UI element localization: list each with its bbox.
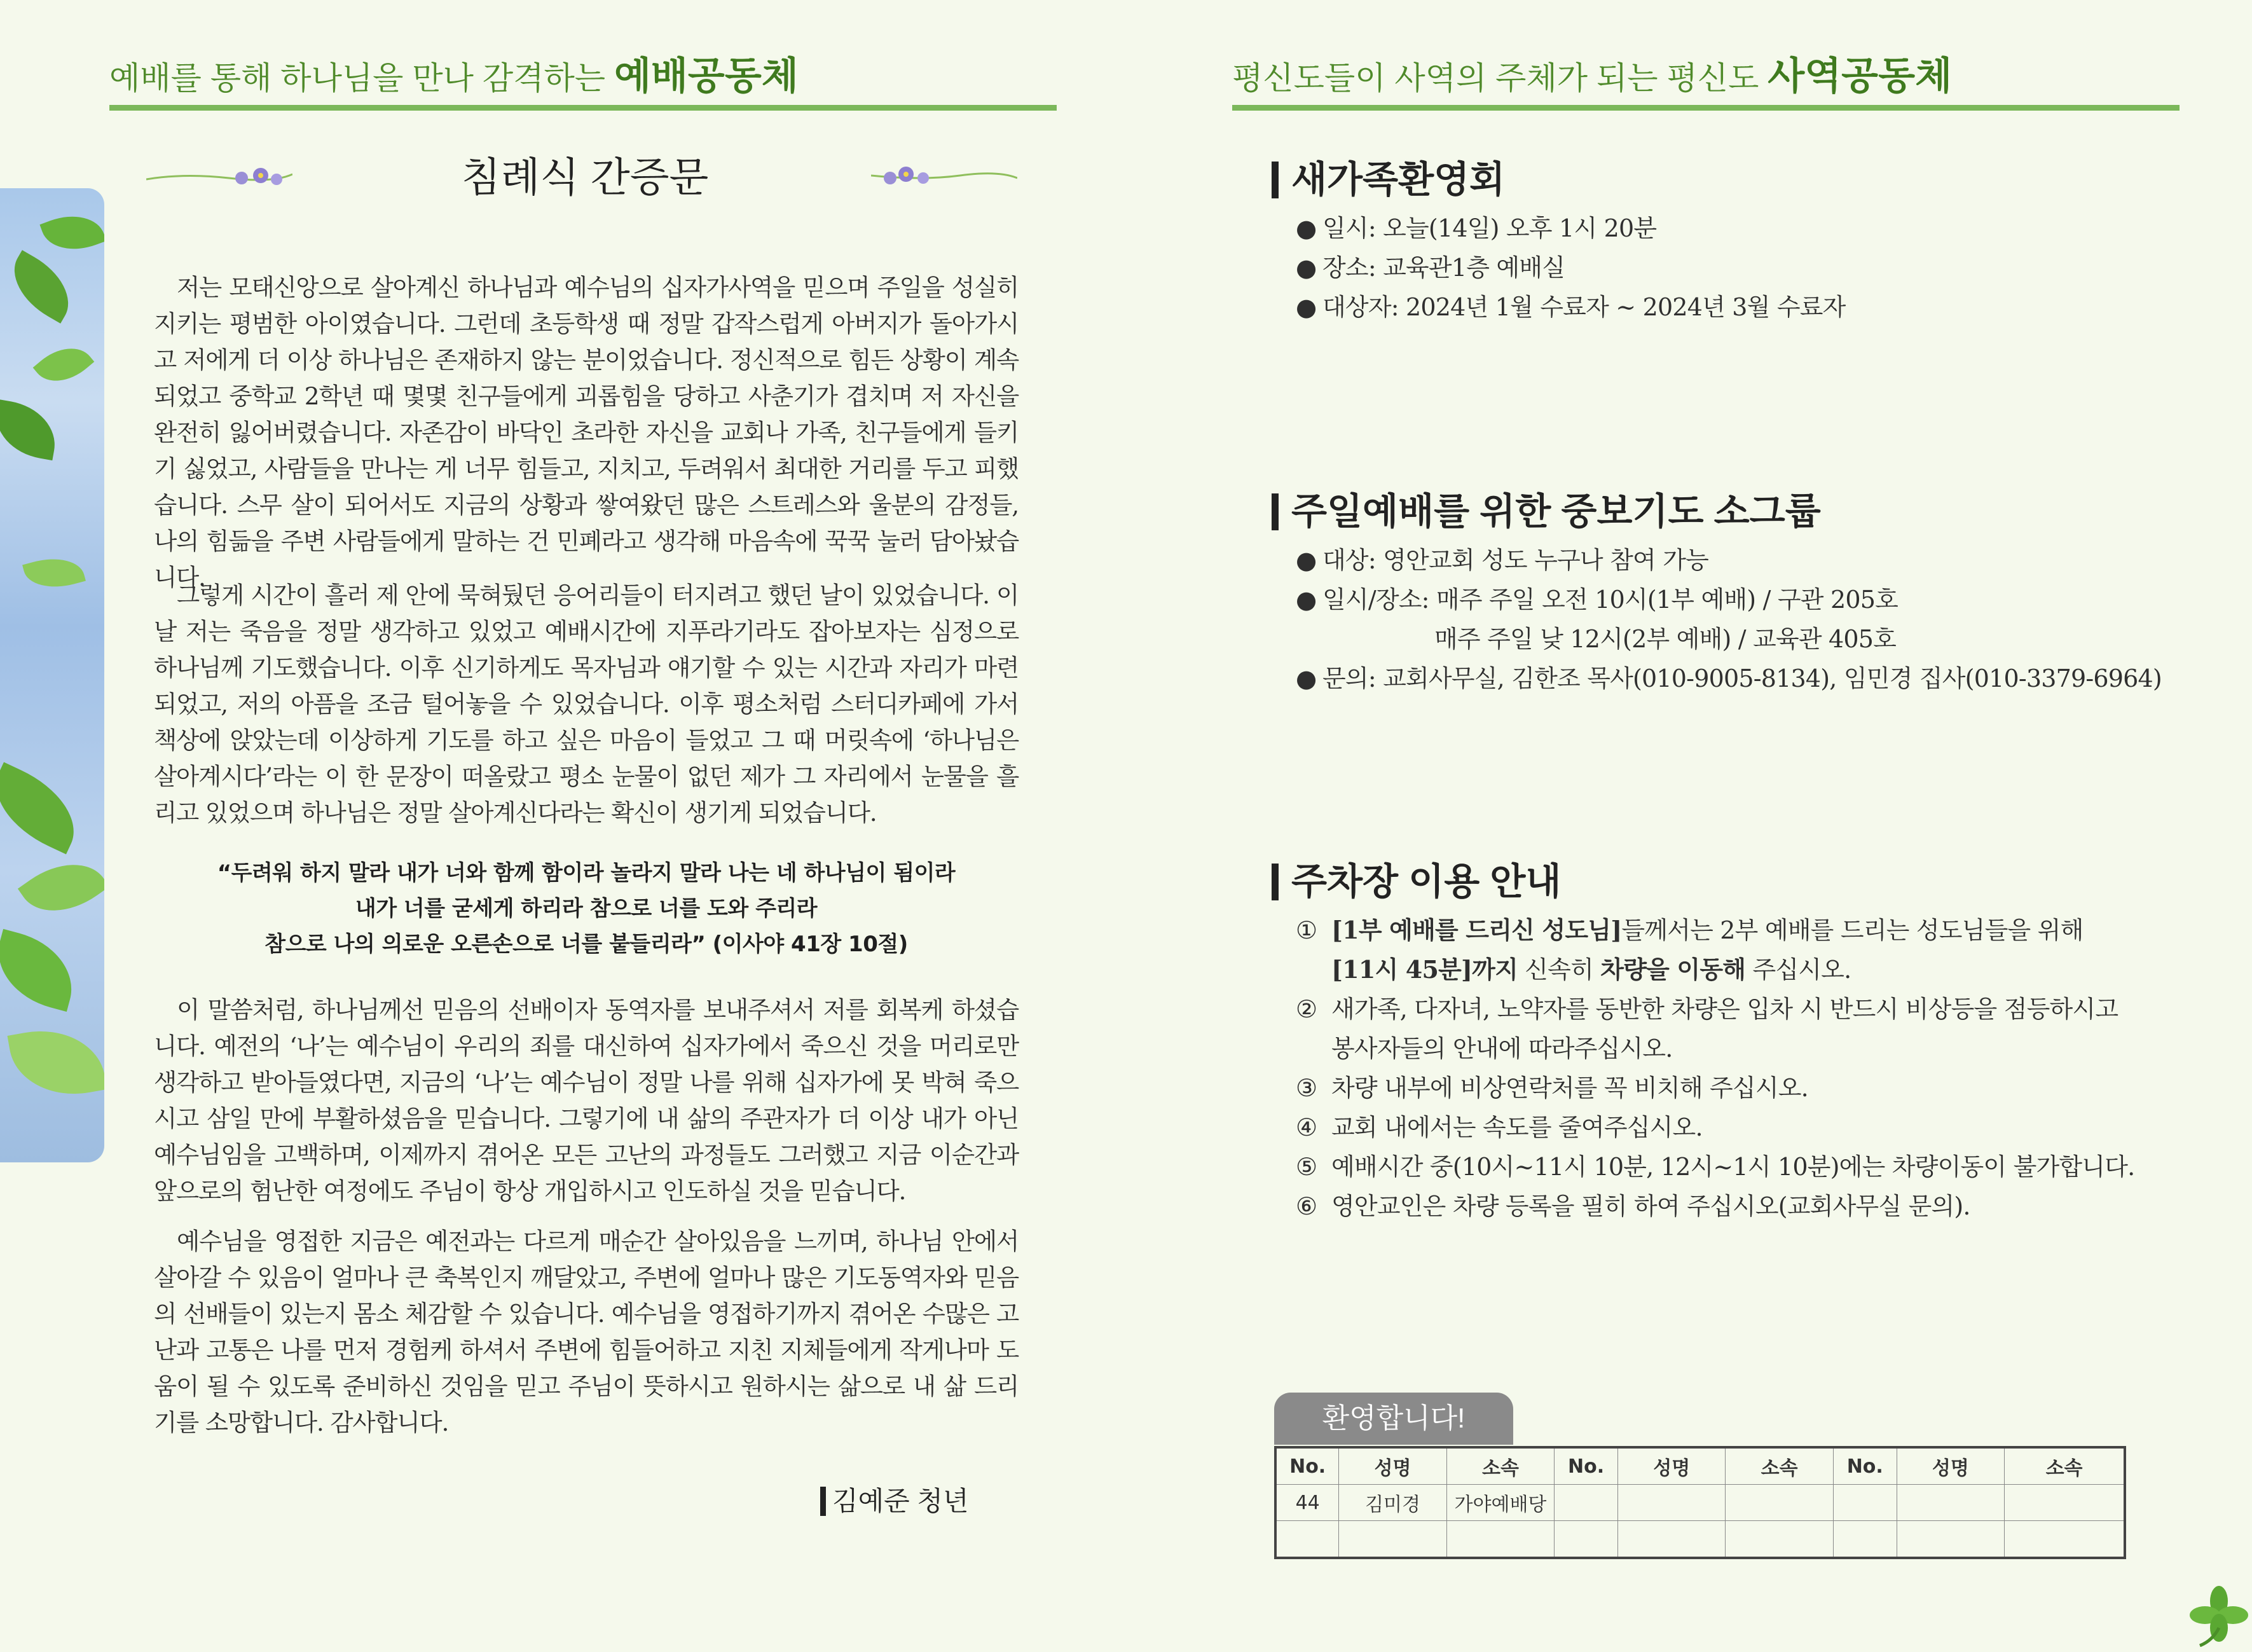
testimony-author: 김예준 청년 [820,1487,969,1516]
col-header: 소속 [1446,1447,1554,1485]
section-title-parking: 주차장 이용 안내 [1272,864,1561,900]
table-row [1275,1485,2125,1521]
col-header: 성명 [1339,1447,1446,1485]
table-cell [1555,1485,1618,1521]
list-item: ② 새가족, 다자녀, 노약자를 동반한 차량은 입차 시 반드시 비상등을 점등하시고 [1296,995,2118,1023]
list-item: ① [1부 예배를 드리신 성도님]들께서는 2부 예배를 드리는 성도님들을 위해 [1296,916,2084,944]
table-cell [1555,1521,1618,1559]
header-left-rule [109,105,1057,111]
table-row [1275,1521,2125,1559]
list-item: ● 일시: 오늘(14일) 오후 1시 20분 [1296,214,1657,242]
list-item: ⑥ 영안교인은 차량 등록을 필히 하여 주십시오(교회사무실 문의). [1296,1192,1970,1220]
flower-ornament-right-icon [871,159,1017,197]
list-item: ● 대상: 영안교회 성도 누구나 참여 가능 [1296,546,1709,574]
table-cell [2005,1485,2125,1521]
table-cell [2005,1521,2125,1559]
verse-line-3: 참으로 나의 의로운 오른손으로 너를 붙들리라” (이사야 41장 10절) [264,932,908,957]
table-cell [1897,1485,2004,1521]
testimony-paragraph-1: 저는 모태신앙으로 살아계신 하나님과 예수님의 십자가사역을 믿으며 주일을 성실히 지키는 평범한 아이였습니다. 그런데 초등학생 때 정말 갑작스럽게 아버지가 돌아가시고 저에게 더 이상 하나님은 존재하지 않는 분이었습니다. 정신적으로 힘든 상황이 계속 되었고 중학교 2학년 때 몇몇 친구들에게 괴롭힘을 당하고 사춘기가 겹치며 저 자신을 완전히 잃어버렸습니다. 자존감이 바닥인 초라한 자신을 교회나 가족, 친구들에게 들키기 싫었고, 사람들을 만나는 게 너무 힘들고, 지치고, 두려워서 최대한 거리를 두고 피했습니다. 스무 살이 되어서도 지금의 상황과 쌓여왔던 많은 스트레스와 울분의 감정들, 나의 힘듦을 주변 사람들에게 말하는 건 민폐라고 생각해 마음속에 꾹꾹 눌러 담아놨습니다. [154,273,1019,591]
col-header: 성명 [1618,1447,1726,1485]
welcome-tab: 환영합니다! [1274,1393,1513,1445]
col-header: No. [1555,1447,1618,1485]
table-cell [1833,1485,1897,1521]
prayer-group-list [1296,540,2199,698]
header-left-emph: 예배공동체 [614,55,799,97]
table-cell [1618,1485,1726,1521]
welcome-table [1274,1446,2126,1559]
verse-line-1: “두려워 하지 말라 내가 너와 함께 함이라 놀라지 말라 나는 네 하나님이 됨이라 [217,860,956,886]
list-item-continuation: 봉사자들의 안내에 따라주십시오. [1331,1035,1673,1063]
col-header: 소속 [2005,1447,2125,1485]
list-item: ⑤ 예배시간 중(10시~11시 10분, 12시~1시 10분)에는 차량이동이 불가합니다. [1296,1153,2135,1181]
header-right-emph: 사역공동체 [1768,55,1953,97]
parking-guide-list [1296,911,2199,1226]
table-cell [1726,1485,1833,1521]
table-cell: 김미경 [1339,1485,1446,1521]
header-right [1232,56,2180,111]
flower-ornament-left-icon [146,159,292,197]
header-left-prefix: 예배를 통해 하나님을 만나 감격하는 [109,60,614,96]
testimony-title: 침례식 간증문 [461,155,709,200]
testimony-paragraph-4: 예수님을 영접한 지금은 예전과는 다르게 매순간 살아있음을 느끼며, 하나님 안에서 살아갈 수 있음이 얼마나 큰 축복인지 깨달았고, 주변에 얼마나 많은 기도동역자와 믿음의 선배들이 있는지 몸소 체감할 수 있습니다. 예수님을 영접하기까지 겪어온 수많은 고난과 고통은 나를 먼저 경험케 하셔서 주변에 힘들어하고 지친 지체들에게 작게나마 도움이 될 수 있도록 준비하신 것임을 믿고 주님이 뜻하시고 원하시는 삶으로 내 삶 드리기를 소망합니다. 감사합니다. [154,1227,1019,1436]
col-header: 소속 [1726,1447,1833,1485]
col-header: No. [1833,1447,1897,1485]
col-header: No. [1275,1447,1339,1485]
table-header-row [1275,1447,2125,1485]
list-item: ③ 차량 내부에 비상연락처를 꼭 비치해 주십시오. [1296,1074,1808,1102]
table-cell: 가야예배당 [1446,1485,1554,1521]
table-cell [1339,1521,1446,1559]
table-cell [1897,1521,2004,1559]
header-right-prefix: 평신도들이 사역의 주체가 되는 평신도 [1232,60,1768,96]
header-right-rule [1232,105,2180,111]
clover-leaf-icon [2187,1583,2251,1647]
list-item: ● 대상자: 2024년 1월 수료자 ~ 2024년 3월 수료자 [1296,293,1846,321]
list-item-continuation: 매주 주일 낮 12시(2부 예배) / 교육관 405호 [1434,625,1897,653]
decorative-leaf-panel [0,188,104,1162]
section-title-new-family: 새가족환영회 [1272,162,1505,198]
list-item: ④ 교회 내에서는 속도를 줄여주십시오. [1296,1113,1703,1141]
list-item-continuation: [11시 45분]까지 신속히 차량을 이동해 주십시오. [1331,955,1851,984]
testimony-paragraph-2: 그렇게 시간이 흘러 제 안에 묵혀뒀던 응어리들이 터지려고 했던 날이 있었습니다. 이날 저는 죽음을 정말 생각하고 있었고 예배시간에 지푸라기라도 잡아보자는 심정으로 하나님께 기도했습니다. 이후 신기하게도 목자님과 얘기할 수 있는 시간과 자리가 마련되었고, 저의 아픔을 조금 털어놓을 수 있었습니다. 이후 평소처럼 스터디카페에 가서 책상에 앉았는데 이상하게 기도를 하고 싶은 마음이 들었고 그 때 머릿속에 ‘하나님은 살아계시다’라는 이 한 문장이 떠올랐고 평소 눈물이 없던 제가 그 자리에서 눈물을 흘리고 있었으며 하나님은 정말 살아계신다라는 확신이 생기게 되었습니다. [154,581,1019,827]
bible-verse [154,855,1019,962]
testimony-paragraph-3: 이 말씀처럼, 하나님께선 믿음의 선배이자 동역자를 보내주셔서 저를 회복케 하셨습니다. 예전의 ‘나’는 예수님이 우리의 죄를 대신하여 십자가에서 죽으신 것을 머리로만 생각하고 받아들였다면, 지금의 ‘나’는 예수님이 정말 나를 위해 십자가에 못 박혀 죽으시고 삼일 만에 부활하셨음을 믿습니다. 그렇기에 내 삶의 주관자가 더 이상 내가 아닌 예수님임을 고백하며, 이제까지 겪어온 모든 고난의 과정들도 그러했고 지금 이순간과 앞으로의 험난한 여정에도 주님이 항상 개입하시고 인도하실 것을 믿습니다. [154,996,1019,1205]
verse-line-2: 내가 너를 굳세게 하리라 참으로 너를 도와 주리라 [355,896,818,921]
table-cell [1618,1521,1726,1559]
new-family-list [1296,209,2199,327]
col-header: 성명 [1897,1447,2004,1485]
table-cell [1833,1521,1897,1559]
section-title-prayer-group: 주일예배를 위한 중보기도 소그룹 [1272,493,1821,530]
list-item: ● 장소: 교육관1층 예배실 [1296,254,1565,282]
table-cell [1726,1521,1833,1559]
table-cell: 44 [1275,1485,1339,1521]
header-left [109,56,1057,111]
table-cell [1446,1521,1554,1559]
list-item: ● 일시/장소: 매주 주일 오전 10시(1부 예배) / 구관 205호 [1296,586,1898,614]
list-item: ● 문의: 교회사무실, 김한조 목사(010-9005-8134), 임민경 집사(010-3379-6964) [1296,664,2162,692]
table-cell [1275,1521,1339,1559]
